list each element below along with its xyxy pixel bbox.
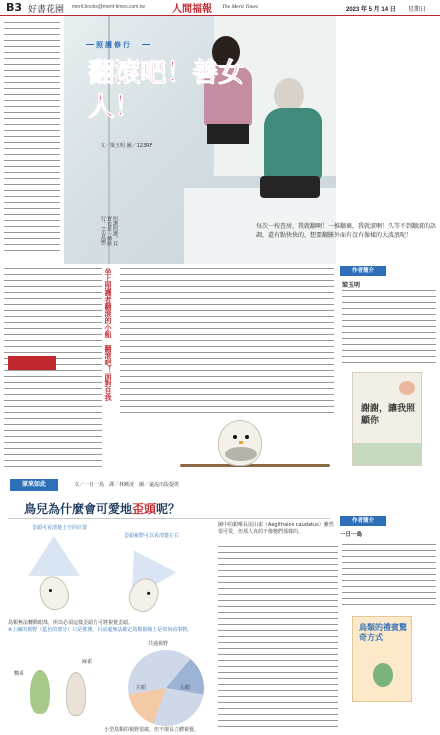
article1-body-left	[4, 22, 60, 254]
parrot-label-1: 鸚哥	[14, 671, 25, 677]
article2-title-suffix: 呢？	[156, 502, 181, 516]
diagram-explanation	[8, 620, 208, 634]
diagram-label-side: 歪頭視野可以看清楚左右	[124, 533, 180, 539]
bird-eye	[147, 591, 151, 595]
bird-caption: 圖中的銀喉長尾山雀（Aegithalos caudatus）雖然很可愛，但那人真的不像牠們那樣的。	[218, 522, 334, 535]
sidebar-tag-author-2: 作者簡介	[340, 516, 386, 526]
sidebar-tag-bird: 一日一鳥	[340, 530, 386, 540]
sidebar-author-name: 梁玉明	[342, 282, 361, 289]
article2-title-prefix: 鳥兒為什麼會可愛地	[24, 502, 133, 516]
book-cover-2-title: 鳥類的禮賓驚奇方式	[359, 623, 407, 642]
bird-beak	[239, 441, 243, 444]
head-tilt-diagram	[8, 522, 208, 618]
book-cover-1-bird-icon	[399, 381, 415, 395]
issue-date: 2023 年 5 月 14 日	[346, 7, 396, 13]
parrot-label-2: 麻雀	[82, 659, 93, 665]
diagram-explanation-text: 鳥類無法轉動眼珠，所以必須這樣歪頭方可將視覺歪頭。	[8, 620, 134, 626]
book-cover-1-band	[353, 443, 421, 465]
section-name: 好書花園	[28, 5, 65, 15]
bird-eye-right	[245, 435, 249, 439]
category-rule-right	[142, 44, 150, 45]
patient-legs	[260, 176, 320, 198]
parrot-comparison	[8, 640, 118, 730]
newspaper-logo: 人間福報	[172, 4, 212, 15]
section-number: B3	[6, 1, 23, 14]
pull-quote: 每次一按查房，我就翻啊！一推翻棄，我就滾啊！久等不到翻滾的語調，還有點快快的，想要翻騰外面有沒有像樣的大波浪呢！	[256, 223, 437, 239]
newspaper-logo-en: The Merit Times	[222, 4, 259, 10]
branch-illustration	[180, 464, 330, 467]
article1-subheading-text: 坐上照護者翻滾的小船 翻滾吧！面對自我	[104, 268, 112, 401]
header-email[interactable]: merit.books@merit-times.com.tw	[72, 4, 145, 10]
sidebar-bird-bio	[342, 544, 436, 610]
book-cover-1-title: 謝謝，讓我照顧你	[361, 404, 416, 426]
long-tailed-tit-illustration	[218, 420, 262, 466]
photo-caption	[100, 216, 130, 249]
fov-label-right: 右眼	[180, 685, 191, 691]
article2-tag: 原來如此	[10, 479, 58, 491]
diagram-label-up: 歪頭可看清楚上空的位置	[32, 525, 88, 531]
article2-body-text	[218, 546, 338, 732]
article1-subheading	[104, 268, 112, 418]
issue-weekday: 星期日	[408, 6, 427, 13]
bird-eye-left	[233, 435, 237, 439]
page-header	[0, 0, 440, 16]
book-cover-1	[352, 372, 422, 466]
sidebar-tag-author: 作者簡介	[340, 266, 386, 276]
view-cone-up	[28, 536, 80, 576]
article2-byline: 文／一日一鳥 譯／林曉凌 圖／遠流出版提供	[74, 482, 180, 488]
category-rule-left	[86, 44, 94, 45]
fov-caption: 小型鳥類的視野很廣，但不擅長立體視覺。	[104, 727, 200, 733]
diagram-explanation-note: ※上圖的視野（藍色的部分）只是推測，目前還無法確定鳥類視線上是如何看事物。	[8, 627, 193, 633]
sparrow-illustration	[66, 672, 86, 716]
article1-category: 照護修行	[96, 41, 132, 49]
fov-label-left: 左眼	[136, 685, 147, 691]
book-cover-2	[352, 616, 412, 702]
bird-eye	[49, 589, 53, 593]
tilted-bird-left-illustration	[35, 572, 73, 614]
field-of-view-diagram	[104, 640, 214, 733]
article1-byline: 文／梁玉明 圖／123RF	[100, 143, 153, 149]
bird-wing	[225, 447, 257, 461]
article1-body-middle	[120, 268, 334, 418]
article2-title	[24, 500, 180, 517]
book-cover-2-bird-icon	[373, 663, 393, 687]
photo-caption-text: 照護照護，其實也是一種修行。（示意圖）	[100, 216, 118, 249]
budgie-illustration	[30, 670, 50, 714]
article2-title-highlight: 歪頭	[132, 502, 157, 516]
section-divider	[8, 518, 330, 519]
fov-label-common: 共通視野	[148, 641, 169, 647]
caregiver-legs	[207, 124, 249, 144]
inline-label-box	[8, 356, 56, 370]
article2-body	[218, 522, 338, 732]
article1-title: 翻滾吧！善女人！	[88, 58, 245, 122]
sidebar-author-bio	[342, 290, 436, 366]
